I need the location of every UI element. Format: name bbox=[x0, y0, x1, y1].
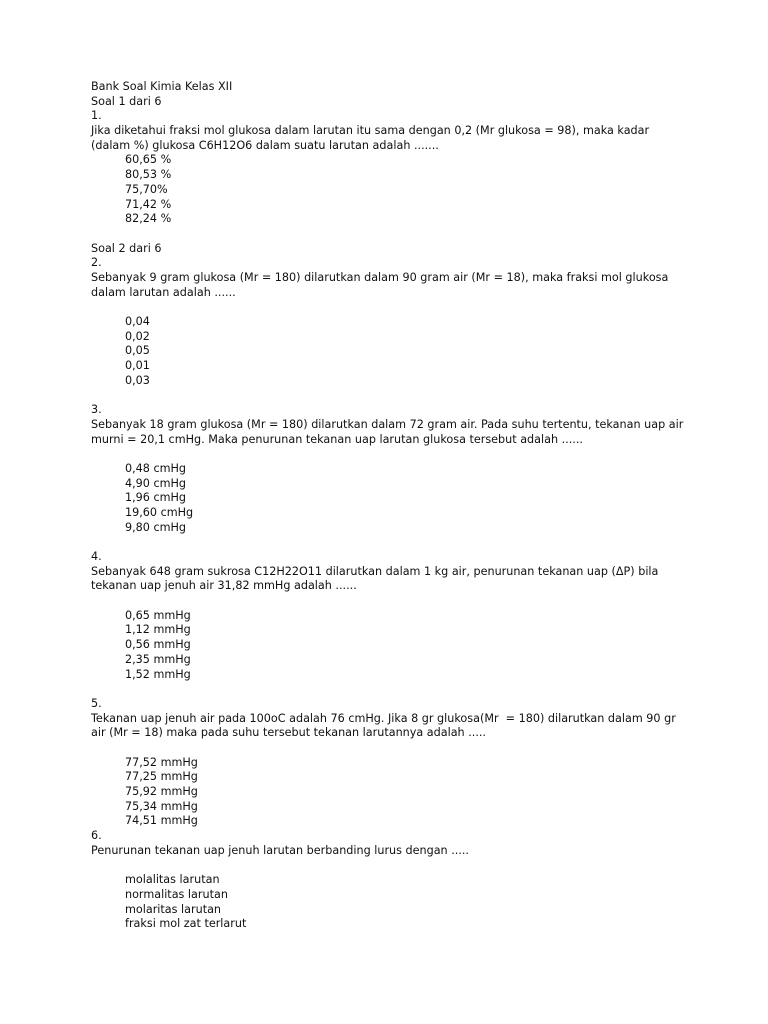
question-6 bbox=[91, 829, 691, 932]
spacer bbox=[91, 535, 691, 550]
answer-option: 4,90 cmHg bbox=[125, 476, 187, 490]
answer-option: 60,65 % bbox=[125, 153, 172, 167]
question-text-line: Penurunan tekanan uap jenuh larutan berbanding lurus dengan ..... bbox=[91, 843, 469, 857]
question-number: 3. bbox=[91, 403, 102, 417]
question-3 bbox=[91, 403, 691, 535]
answer-option: 77,52 mmHg bbox=[125, 755, 198, 769]
answer-option: 2,35 mmHg bbox=[125, 652, 191, 666]
question-text-line: Sebanyak 18 gram glukosa (Mr = 180) dilarutkan dalam 72 gram air. Pada suhu tertentu, tekanan uap air bbox=[91, 417, 684, 431]
question-4 bbox=[91, 550, 691, 682]
answer-option: 0,02 bbox=[125, 329, 150, 343]
question-1 bbox=[91, 109, 691, 227]
answer-option: 0,04 bbox=[125, 315, 150, 328]
answer-option: fraksi mol zat terlarut bbox=[125, 917, 247, 931]
answer-option: 1,12 mmHg bbox=[125, 623, 191, 637]
part-header: Soal 1 dari 6 bbox=[91, 94, 162, 108]
answer-option: 77,25 mmHg bbox=[125, 770, 198, 784]
spacer bbox=[91, 388, 691, 403]
answer-option: molaritas larutan bbox=[125, 902, 222, 916]
answer-option: 74,51 mmHg bbox=[125, 814, 198, 828]
answer-option: 0,56 mmHg bbox=[125, 638, 191, 652]
answer-option: 19,60 cmHg bbox=[125, 505, 194, 519]
answer-option: 75,34 mmHg bbox=[125, 799, 198, 813]
question-text-line: Jika diketahui fraksi mol glukosa dalam larutan itu sama dengan 0,2 (Mr glukosa = 98), maka kadar bbox=[91, 124, 650, 138]
spacer bbox=[91, 300, 691, 315]
question-text-line: dalam larutan adalah ...... bbox=[91, 285, 236, 299]
document-content bbox=[91, 80, 691, 932]
answer-option: molalitas larutan bbox=[125, 873, 220, 887]
question-text-line: Sebanyak 648 gram sukrosa C12H22O11 dilarutkan dalam 1 kg air, penurunan tekanan uap (ΔP) bila bbox=[91, 564, 659, 578]
question-number: 5. bbox=[91, 696, 102, 710]
document-title: Bank Soal Kimia Kelas XII bbox=[91, 80, 233, 93]
answer-option: 0,03 bbox=[125, 373, 150, 387]
spacer bbox=[91, 682, 691, 697]
question-text-line: (dalam %) glukosa C6H12O6 dalam suatu larutan adalah ....... bbox=[91, 138, 439, 152]
question-2 bbox=[91, 256, 691, 388]
question-number: 6. bbox=[91, 829, 102, 843]
answer-option: 71,42 % bbox=[125, 197, 172, 211]
answer-option: 0,05 bbox=[125, 344, 150, 358]
spacer bbox=[91, 594, 691, 609]
answer-option: 0,01 bbox=[125, 359, 150, 373]
question-text-line: air (Mr = 18) maka pada suhu tersebut tekanan larutannya adalah ..... bbox=[91, 726, 486, 740]
question-text-line: tekanan uap jenuh air 31,82 mmHg adalah ...... bbox=[91, 579, 357, 593]
answer-option: 9,80 cmHg bbox=[125, 520, 187, 534]
spacer bbox=[91, 447, 691, 462]
answer-option: 80,53 % bbox=[125, 168, 172, 182]
spacer bbox=[91, 741, 691, 756]
question-number: 2. bbox=[91, 256, 102, 270]
question-text-line: Tekanan uap jenuh air pada 100oC adalah 76 cmHg. Jika 8 gr glukosa(Mr = 180) dilarutkan dalam 90 gr bbox=[91, 711, 676, 725]
question-5 bbox=[91, 697, 691, 829]
spacer bbox=[91, 227, 691, 242]
answer-option: 0,65 mmHg bbox=[125, 608, 191, 622]
question-number: 4. bbox=[91, 550, 102, 563]
answer-option: 1,96 cmHg bbox=[125, 491, 187, 505]
answer-option: 75,92 mmHg bbox=[125, 785, 198, 798]
part-header: Soal 2 dari 6 bbox=[91, 241, 162, 255]
question-number: 1. bbox=[91, 109, 102, 123]
question-text-line: murni = 20,1 cmHg. Maka penurunan tekanan uap larutan glukosa tersebut adalah ...... bbox=[91, 432, 583, 446]
answer-option: normalitas larutan bbox=[125, 887, 228, 901]
answer-option: 0,48 cmHg bbox=[125, 461, 187, 475]
question-text-line: Sebanyak 9 gram glukosa (Mr = 180) dilarutkan dalam 90 gram air (Mr = 18), maka fraksi mol glukosa bbox=[91, 270, 669, 284]
answer-option: 75,70% bbox=[125, 182, 168, 196]
answer-option: 1,52 mmHg bbox=[125, 667, 191, 681]
spacer bbox=[91, 858, 691, 873]
answer-option: 82,24 % bbox=[125, 212, 172, 226]
